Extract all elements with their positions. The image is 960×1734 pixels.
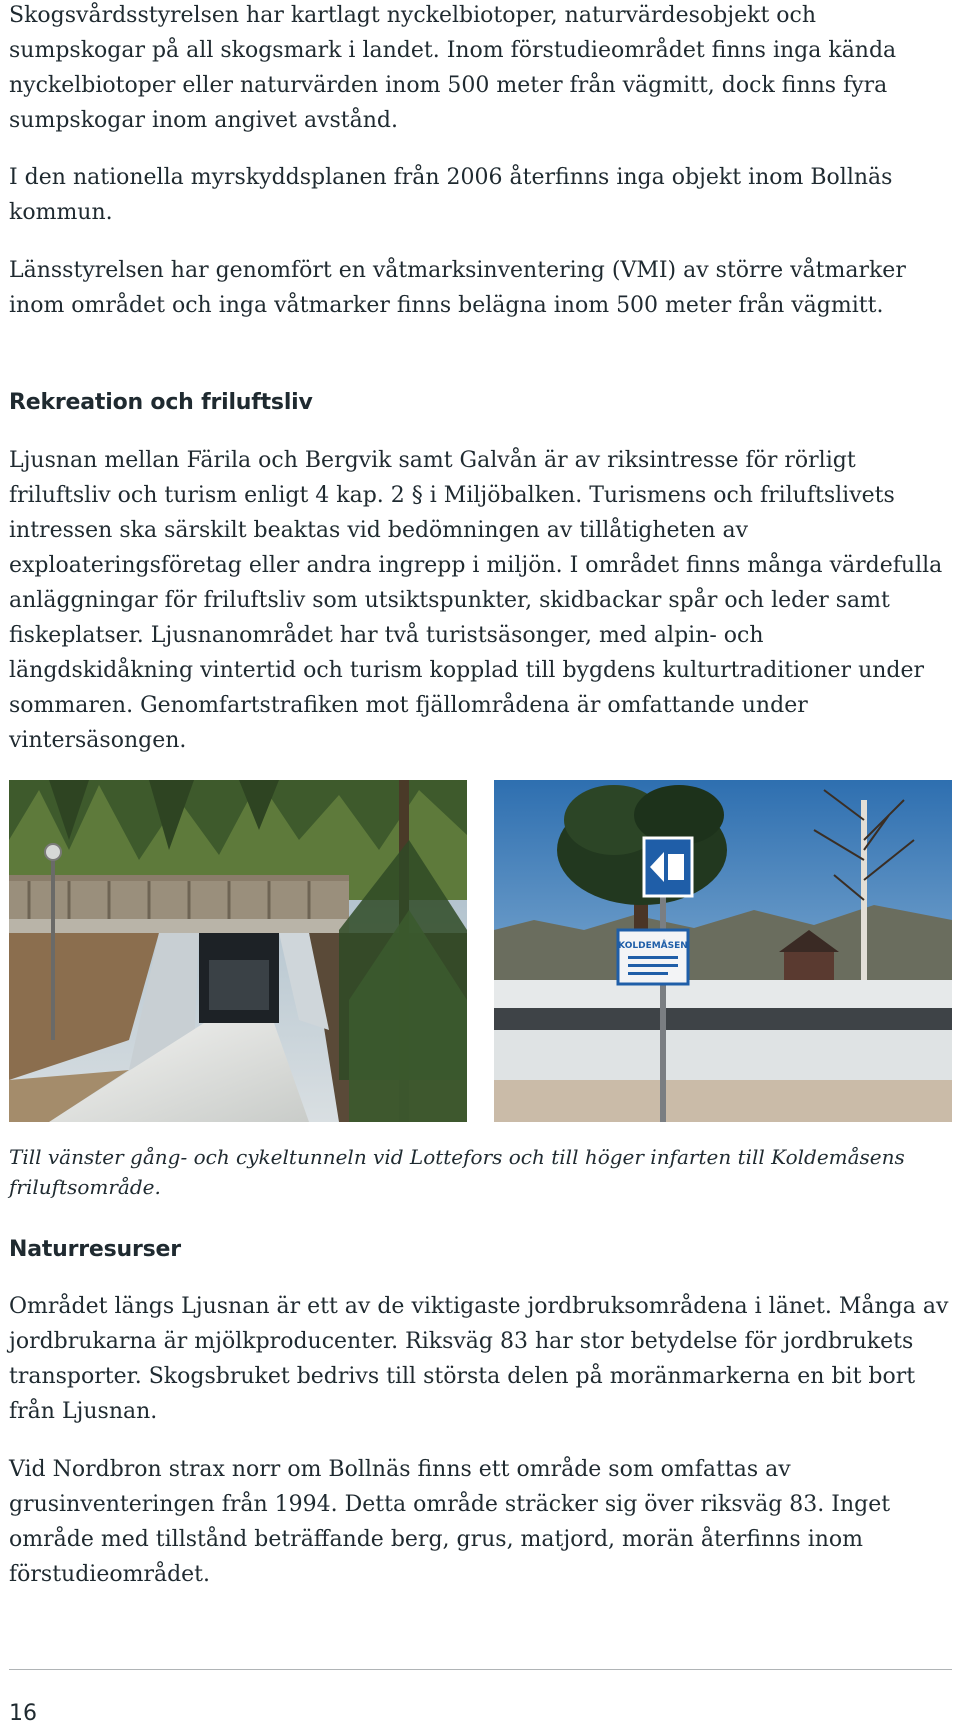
signpost-photo-icon — [494, 780, 952, 1122]
page-number: 16 — [9, 1701, 37, 1726]
photo-caption: Till vänster gång- och cykeltunneln vid Lottefors och till höger infarten till Koldemåsens friluftsområde. — [9, 1145, 905, 1199]
heading-naturresurser: Naturresurser — [9, 1237, 181, 1262]
paragraph-vatmark: Länsstyrelsen har genomfört en våtmarksinventering (VMI) av större våtmarker inom området och inga våtmarker finns belägna inom 500 meter från vägmitt. — [9, 258, 906, 318]
paragraph-myrskydd: I den nationella myrskyddsplanen från 2006 återfinns inga objekt inom Bollnäs kommun. — [9, 165, 893, 225]
sign-text: KOLDEMÅSEN — [618, 941, 688, 951]
footer-divider — [9, 1669, 952, 1670]
tunnel-photo-icon — [9, 780, 467, 1122]
heading-rekreation: Rekreation och friluftsliv — [9, 390, 313, 415]
photo-signpost — [494, 780, 952, 1122]
paragraph-grusinventering: Vid Nordbron strax norr om Bollnäs finns ett område som omfattas av grusinventeringen från 1994. Detta område sträcker sig över riksväg 83. Inget område med tillstånd beträffande berg, grus, matjord, morän återfinns inom förstudieområdet. — [9, 1457, 891, 1587]
paragraph-jordbruk: Området längs Ljusnan är ett av de viktigaste jordbruksområdena i länet. Många av jordbrukarna är mjölkproducenter. Riksväg 83 har stor betydelse för jordbrukets transporter. Skogsbruket bedrivs till största delen på moränmarkerna en bit bort från Ljusnan. — [9, 1294, 949, 1424]
paragraph-friluftsliv: Ljusnan mellan Färila och Bergvik samt Galvån är av riksintresse för rörligt friluftsliv och turism enligt 4 kap. 2 § i Miljöbalken. Turismens och friluftslivets intressen ska särskilt beaktas vid bedömningen av tillåtigheten av exploateringsföretag eller andra ingrepp i miljön. I området finns många värdefulla anläggningar för friluftsliv som utsiktspunkter, skidbackar spår och leder samt fiskeplatser. Ljusnanområdet har två turistsäsonger, med alpin- och längdskidåkning vintertid och turism kopplad till bygdens kulturtraditioner under sommaren. Genomfartstrafiken mot fjällområdena är omfattande under vintersäsongen. — [9, 448, 943, 753]
photo-tunnel — [9, 780, 467, 1122]
paragraph-sumpskogar: Skogsvårdsstyrelsen har kartlagt nyckelbiotoper, naturvärdesobjekt och sumpskogar på all skogsmark i landet. Inom förstudieområdet finns inga kända nyckelbiotoper eller naturvärden inom 500 meter från vägmitt, dock finns fyra sumpskogar inom angivet avstånd. — [9, 3, 897, 133]
